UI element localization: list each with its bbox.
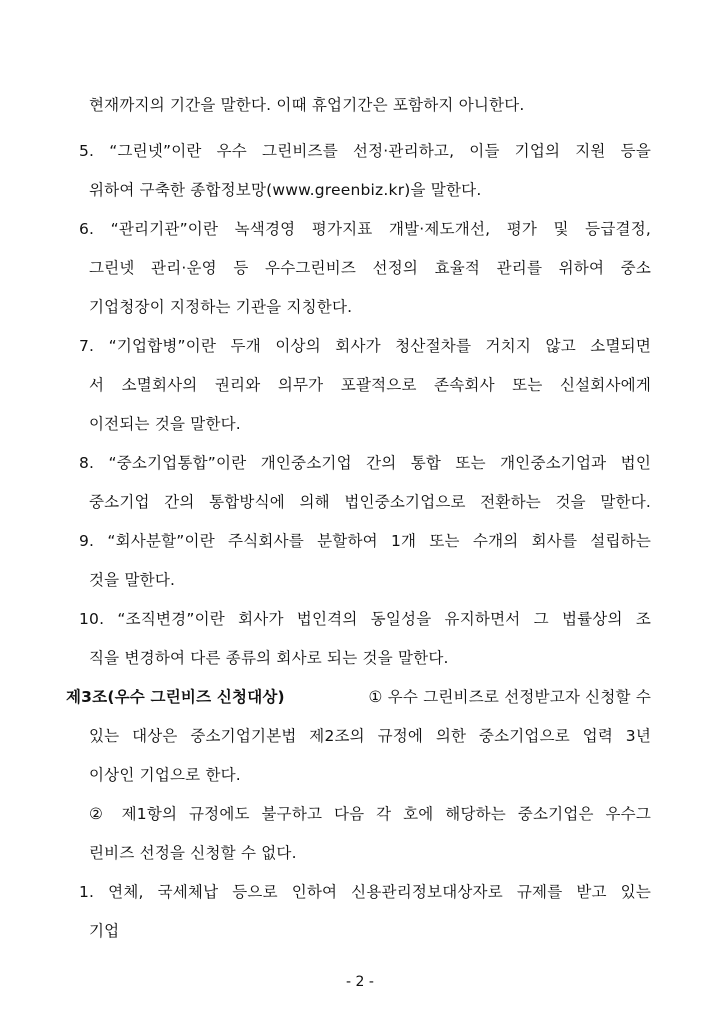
article-3-first-line bbox=[66, 686, 651, 708]
sub-item-1: 1. 연체, 국세체납 등으로 인하여 신용관리정보대상자로 규제를 받고 있는 bbox=[79, 883, 651, 901]
text-line: 직을 변경하여 다른 종류의 회사로 되는 것을 말한다. bbox=[89, 649, 449, 667]
list-item-7: 7. “기업합병”이란 두개 이상의 회사가 청산절차를 거치지 않고 소멸되면 bbox=[79, 337, 651, 355]
text-line: 그린넷 관리·운영 등 우수그린비즈 선정의 효율적 관리를 위하여 중소 bbox=[89, 259, 651, 277]
list-item-5: 5. “그린넷”이란 우수 그린비즈를 선정·관리하고, 이들 기업의 지원 등을 bbox=[79, 142, 651, 160]
article-3-clause-1-start: ① 우수 그린비즈로 선정받고자 신청할 수 bbox=[368, 688, 651, 706]
text-line: 것을 말한다. bbox=[89, 571, 176, 589]
text-line: 중소기업 간의 통합방식에 의해 법인중소기업으로 전환하는 것을 말한다. bbox=[89, 493, 651, 511]
text-line: 위하여 구축한 종합정보망(www.greenbiz.kr)을 말한다. bbox=[89, 181, 482, 199]
clause-2: ② 제1항의 규정에도 불구하고 다음 각 호에 해당하는 중소기업은 우수그 bbox=[89, 805, 651, 823]
list-item-9: 9. “회사분할”이란 주식회사를 분할하여 1개 또는 수개의 회사를 설립하는 bbox=[79, 532, 651, 550]
text-line: 이상인 기업으로 한다. bbox=[89, 766, 241, 784]
text-line: 있는 대상은 중소기업기본법 제2조의 규정에 의한 중소기업으로 업력 3년 bbox=[89, 727, 651, 745]
list-item-10: 10. “조직변경”이란 회사가 법인격의 동일성을 유지하면서 그 법률상의 조 bbox=[79, 610, 651, 628]
text-line: 현재까지의 기간을 말한다. 이때 휴업기간은 포함하지 아니한다. bbox=[89, 96, 525, 114]
text-line: 기업청장이 지정하는 기관을 지칭한다. bbox=[89, 298, 353, 316]
article-3-heading: 제3조(우수 그린비즈 신청대상) bbox=[66, 688, 285, 706]
list-item-6: 6. “관리기관”이란 녹색경영 평가지표 개발·제도개선, 평가 및 등급결정, bbox=[79, 220, 651, 238]
page-number: - 2 - bbox=[346, 974, 374, 990]
text-line: 기업 bbox=[89, 922, 120, 940]
text-line: 이전되는 것을 말한다. bbox=[89, 415, 241, 433]
text-line: 서 소멸회사의 권리와 의무가 포괄적으로 존속회사 또는 신설회사에게 bbox=[89, 376, 651, 394]
text-line: 린비즈 선정을 신청할 수 없다. bbox=[89, 844, 297, 862]
list-item-8: 8. “중소기업통합”이란 개인중소기업 간의 통합 또는 개인중소기업과 법인 bbox=[79, 454, 651, 472]
